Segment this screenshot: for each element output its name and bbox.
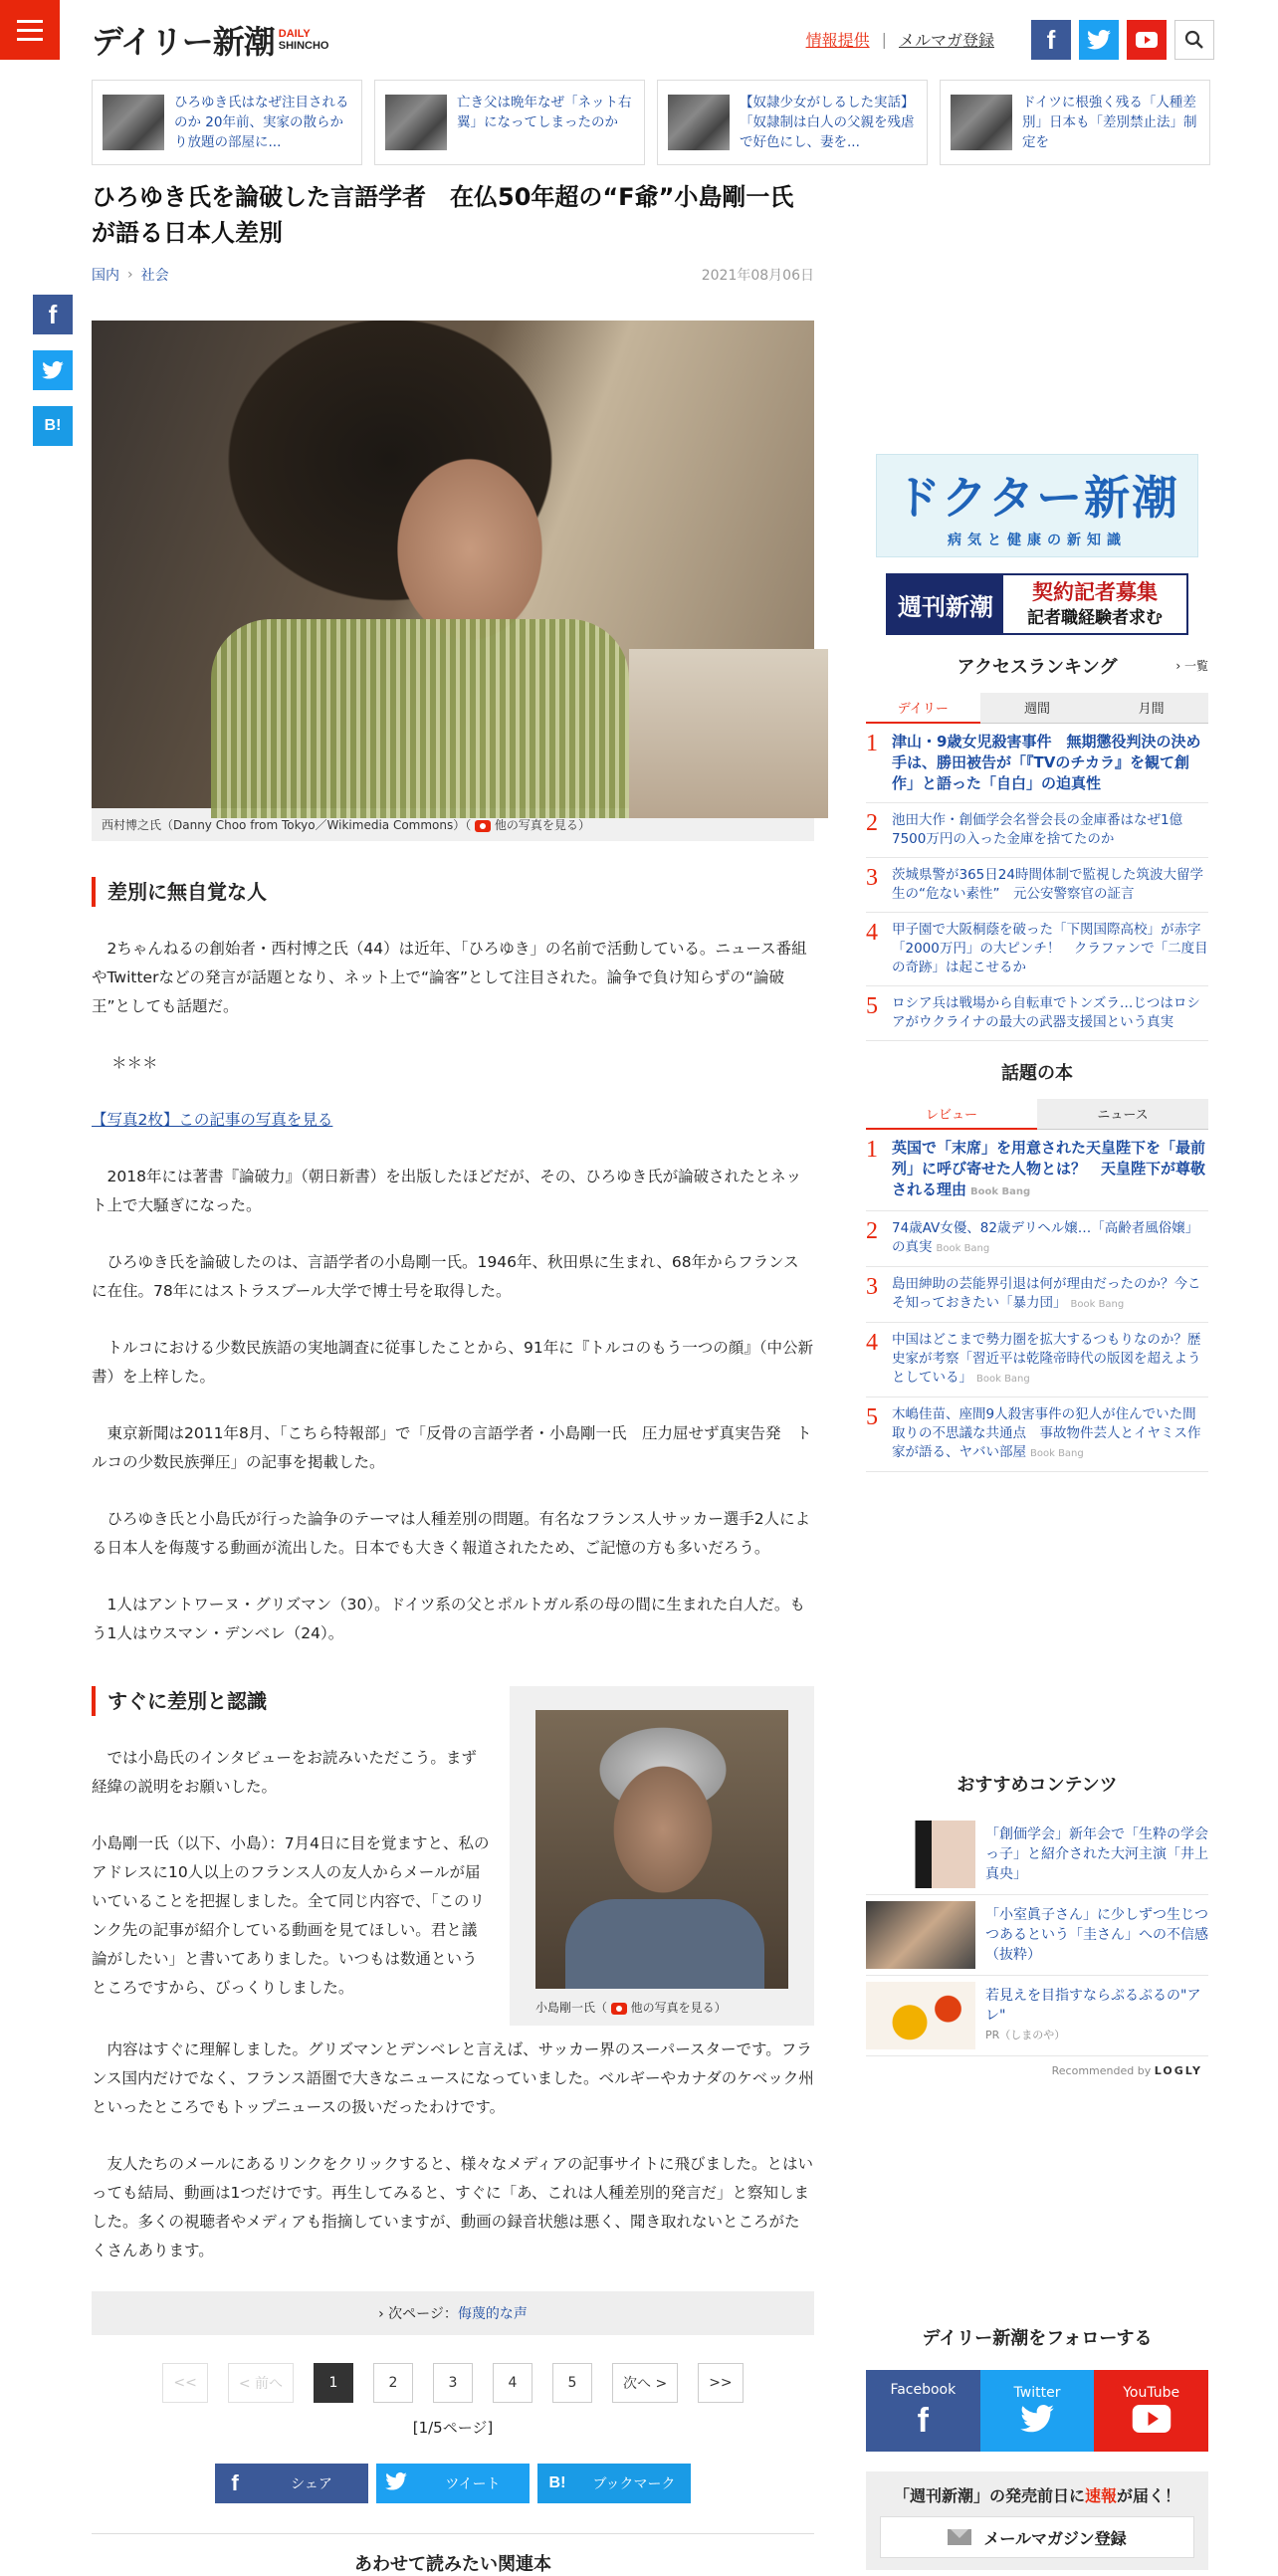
top-related-item[interactable]: ひろゆき氏はなぜ注目されるのか 20年前、実家の散らかり放題の部屋に... [92, 80, 362, 165]
photo-caption: 小島剛一氏（ 他の写真を見る） [535, 2001, 727, 2015]
book-item[interactable]: 5 木嶋佳苗、座間9人殺害事件の犯人が住んでいた間取りの不思議な共通点 事故物件芸人とイヤミス作家が語る、ヤバい部屋 Book Bang [866, 1397, 1208, 1472]
newsletter-box: 「週刊新潮」の発売前日に速報が届く！ メールマガジン登録 [866, 2471, 1208, 2570]
article-paragraph: 友人たちのメールにあるリンクをクリックすると、様々なメディアの記事サイトに飛びました。とはいっても結局、動画は1つだけです。再生してみると、すぐに「あ、これは人種差別的発言だ」と察知しました。多くの視聴者やメディアも指摘していますが、動画の録音状態は悪く、聞き取れないところがたくさんあります。 [92, 2155, 813, 2259]
sidebar [866, 454, 1208, 2570]
page-button[interactable]: 4 [493, 2363, 532, 2403]
ranking-item[interactable]: 2 池田大作・創価学会名誉会長の金庫番はなぜ1億7500万円の入った金庫を捨てたのか [866, 803, 1208, 858]
camera-icon [475, 820, 491, 832]
page-button[interactable]: 2 [373, 2363, 413, 2403]
book-item[interactable]: 2 74歳AV女優、82歳デリヘル嬢…「高齢者風俗嬢」の真実 Book Bang [866, 1211, 1208, 1267]
follow-facebook-button[interactable]: Facebook f [866, 2370, 980, 2452]
ranking-item[interactable]: 5 ロシア兵は戦場から自転車でトンズラ…じつはロシアがウクライナの最大の武器支援国という真実 [866, 986, 1208, 1041]
ranking-item[interactable]: 1 津山・9歳女児殺害事件 無期懲役判決の決め手は、勝田被告が「『TVのチカラ』を観て創作」と語った「自白」の迫真性 [866, 724, 1208, 803]
photo-gallery-link[interactable]: 【写真2枚】この記事の写真を見る [92, 1111, 333, 1129]
facebook-share-button[interactable]: f シェア [215, 2464, 368, 2503]
page-button[interactable]: 1 [314, 2363, 353, 2403]
top-related-strip [92, 80, 1210, 165]
recommend-item[interactable]: 「小室眞子さん」に少しずつ生じつつあるという「圭さん」への不信感（抜粋） [866, 1895, 1208, 1976]
site-logo[interactable] [92, 18, 329, 62]
article-paragraph: 内容はすぐに理解しました。グリズマンとデンベレと言えば、サッカー界のスーパースターです。フランス国内だけでなく、フランス語圏で大きなニュースになっていました。ベルギーやカナダのケベック州といったところでもトップニュースの扱いだったわけです。 [92, 2040, 814, 2116]
related-thumbnail [385, 95, 447, 150]
article-paragraph: ひろゆき氏と小島氏が行った論争のテーマは人種差別の問題。有名なフランス人サッカー選手2人による日本人を侮蔑する動画が流出した。日本でも大きく報道されたため、ご記憶の方も多いだろう。 [92, 1510, 811, 1557]
header-links: 情報提供 | メルマガ登録 [805, 30, 994, 50]
books-title: 話題の本 [1001, 1063, 1073, 1084]
logo-jp: デイリー新潮 [92, 23, 275, 61]
page-button[interactable]: 5 [552, 2363, 592, 2403]
book-item[interactable]: 3 島田紳助の芸能界引退は何が理由だったのか？今こそ知っておきたい「暴力団」 Book Bang [866, 1267, 1208, 1323]
follow-twitter-button[interactable]: Twitter [980, 2370, 1095, 2452]
related-thumbnail [668, 95, 730, 150]
next-page-button[interactable]: 次へ > [612, 2363, 678, 2403]
page-button[interactable]: 3 [433, 2363, 473, 2403]
book-item[interactable]: 4 中国はどこまで勢力圏を拡大するつもりなのか？歴史家が考察「習近平は乾隆帝時代の版図を超えようとしている」 Book Bang [866, 1323, 1208, 1397]
ranking-tabs [866, 693, 1208, 724]
facebook-icon: f [917, 2401, 929, 2440]
hatena-icon[interactable]: B! [33, 406, 73, 446]
section-heading: すぐに差別と認識 [92, 1686, 814, 1716]
related-thumbnail [951, 95, 1012, 150]
tab-weekly[interactable]: 週間 [980, 693, 1095, 724]
ranking-item[interactable]: 4 甲子園で大阪桐蔭を破った「下関国際高校」が赤字「2000万円」の大ピンチ！ クラファンで「二度目の奇跡」は起こせるか [866, 913, 1208, 986]
share-buttons [92, 2464, 814, 2503]
chevron-right-icon: › [1175, 659, 1184, 673]
article-paragraph: 1人はアントワーヌ・グリズマン（30）。ドイツ系の父とポルトガル系の母の間に生まれた白人だ。もう1人はウスマン・デンベレ（24）。 [92, 1596, 805, 1642]
recruit-banner[interactable]: 週刊新潮 契約記者募集 記者職経験者求む [886, 573, 1188, 635]
recommend-title: おすすめコンテンツ [957, 1775, 1118, 1796]
top-related-item[interactable]: ドイツに根強く残る「人種差別」日本も「差別禁止法」制定を [940, 80, 1210, 165]
menu-icon [17, 20, 43, 23]
article-paragraph: 東京新聞は2011年8月、「こちら特報部」で「反骨の言語学者・小島剛一氏 圧力屈せず真実告発 トルコの少数民族弾圧」の記事を掲載した。 [92, 1424, 812, 1471]
next-page-link[interactable]: › 次ページ：侮蔑的な声 [92, 2291, 814, 2335]
ranking-item[interactable]: 3 茨城県警が365日24時間体制で監視した筑波大留学生の“危ない素性” 元公安警察官の証言 [866, 858, 1208, 913]
tab-daily[interactable]: デイリー [866, 693, 980, 724]
books-tabs [866, 1099, 1208, 1130]
logly-credit[interactable]: Recommended by LOGLY [1051, 2064, 1202, 2077]
more-photos-link[interactable]: 他の写真を見る [494, 818, 578, 832]
recommend-thumbnail [866, 1982, 975, 2049]
facebook-icon: f [231, 2470, 239, 2495]
article [92, 175, 814, 2576]
book-item[interactable]: 1 英国で「末席」を用意された天皇陛下を「最前列」に呼び寄せた人物とは？ 天皇陛下が尊敬される理由 Book Bang [866, 1130, 1208, 1211]
recommend-thumbnail [866, 1821, 975, 1888]
related-books-heading: あわせて読みたい関連本 [92, 2533, 814, 2576]
article-paragraph: 2ちゃんねるの創始者・西村博之氏（44）は近年、「ひろゆき」の名前で活動している。ニュース番組やTwitterなどの発言が話題となり、ネット上で“論客”として注目された。論争で負け知らずの“論破王”としても話題だ。 [92, 940, 807, 1015]
tab-monthly[interactable]: 月間 [1094, 693, 1208, 724]
recommend-thumbnail [866, 1901, 975, 1969]
publish-date: 2021年08月06日 [701, 268, 814, 284]
kojima-photo [535, 1710, 788, 1989]
article-paragraph: では小島氏のインタビューをお読みいただこう。まず経緯の説明をお願いした。 [92, 1749, 477, 1796]
facebook-icon[interactable]: f [33, 295, 73, 334]
article-main-photo[interactable] [92, 321, 814, 808]
top-related-item[interactable]: 【奴隷少女がしるした実話】「奴隷制は白人の父親を残虐で好色にし、妻を... [657, 80, 928, 165]
article-title: ひろゆき氏を論破した言語学者 在仏50年超の“F爺”小島剛一氏が語る日本人差別 [92, 183, 794, 247]
article-paragraph: 2018年には著書『論破力』（朝日新書）を出版したほどだが、その、ひろゆき氏が論破されたとネット上で大騒ぎになった。 [92, 1168, 802, 1214]
twitter-icon [1020, 2405, 1054, 2437]
logo-en: DAILY SHINCHO [278, 28, 329, 52]
hatena-bookmark-button[interactable]: B! ブックマーク [537, 2464, 691, 2503]
tab-review[interactable]: レビュー [866, 1099, 1037, 1130]
follow-title: デイリー新潮をフォローする [922, 2328, 1153, 2349]
follow-buttons [866, 2370, 1208, 2452]
breadcrumb-link[interactable]: 社会 [140, 268, 169, 284]
top-related-item[interactable]: 亡き父は晩年なぜ「ネット右翼」になってしまったのか [374, 80, 645, 165]
recommend-list [866, 1815, 1208, 2056]
breadcrumb [92, 265, 169, 285]
twitter-share-button[interactable]: ツイート [376, 2464, 530, 2503]
article-paragraph: ひろゆき氏を論破したのは、言語学者の小島剛一氏。1946年、秋田県に生まれ、68年からフランスに在住。78年にはストラスブール大学で博士号を取得した。 [92, 1253, 799, 1300]
mail-icon [948, 2529, 971, 2545]
camera-icon [611, 2003, 627, 2015]
section-heading: 差別に無自覚な人 [92, 877, 814, 907]
photo-caption: 西村博之氏（Danny Choo from Tokyo／Wikimedia Commons）（ 他の写真を見る） [92, 808, 814, 841]
hatena-icon: B! [548, 2474, 566, 2491]
article-paragraph: トルコにおける少数民族語の実地調査に従事したことから、91年に『トルコのもう一つの顔』（中公新書）を上梓した。 [92, 1339, 813, 1386]
info-link[interactable]: 情報提供 [805, 31, 870, 50]
article-meta [92, 265, 814, 285]
newsletter-signup-button[interactable]: メールマガジン登録 [880, 2516, 1194, 2558]
inline-photo[interactable] [510, 1686, 814, 2026]
ranking-more-link[interactable]: › 一覧 [1175, 659, 1208, 673]
prev-page-button[interactable]: < 前へ [228, 2363, 294, 2403]
more-photos-link[interactable]: 他の写真を見る [630, 2001, 715, 2015]
ranking-title: アクセスランキング › 一覧 [957, 657, 1208, 678]
breadcrumb-link[interactable]: 国内 [92, 268, 119, 284]
tab-news[interactable]: ニュース [1037, 1099, 1208, 1130]
search-icon[interactable] [1174, 20, 1214, 60]
floating-share [33, 295, 73, 446]
youtube-icon[interactable] [1127, 20, 1167, 60]
chevron-right-icon: › [127, 267, 133, 283]
youtube-icon [1132, 2405, 1172, 2437]
recommend-item[interactable]: 「創価学会」新年会で「生粋の学会っ子」と紹介された大河主演「井上真央」 [866, 1815, 1208, 1895]
follow-youtube-button[interactable]: YouTube [1094, 2370, 1208, 2452]
facebook-icon[interactable]: f [1031, 20, 1071, 60]
newsletter-link[interactable]: メルマガ登録 [898, 31, 994, 50]
separator-stars: ＊＊＊ [111, 1054, 158, 1072]
article-paragraph: 小島剛一氏（以下、小島）：7月4日に目を覚ますと、私のアドレスに10人以上のフランス人の友人からメールが届いていることを把握しました。全て同じ内容で、「このリンク先の記事が紹介している動画を見てほしい。君と議論がしたい」と書いてありました。いつもは数通というところですから、びっくりしました。 [92, 1834, 490, 1997]
header-social [1031, 20, 1214, 60]
page-count: [1/5ページ] [412, 2419, 494, 2437]
twitter-icon[interactable] [1079, 20, 1119, 60]
first-page-button[interactable]: << [162, 2363, 207, 2403]
chevron-right-icon: › [378, 2306, 384, 2322]
last-page-button[interactable]: >> [698, 2363, 743, 2403]
twitter-icon [376, 2470, 416, 2496]
ranking-list [866, 724, 1208, 1041]
twitter-icon[interactable] [33, 350, 73, 390]
pagination [92, 2363, 814, 2403]
books-list [866, 1130, 1208, 1472]
menu-button[interactable] [0, 0, 60, 60]
recommend-item[interactable]: 若見えを目指すならぷるぷるの"アレ" PR（しまのや） [866, 1976, 1208, 2056]
doctor-shincho-banner[interactable]: ドクター新潮 病気と健康の新知識 [876, 454, 1198, 557]
related-thumbnail [103, 95, 164, 150]
